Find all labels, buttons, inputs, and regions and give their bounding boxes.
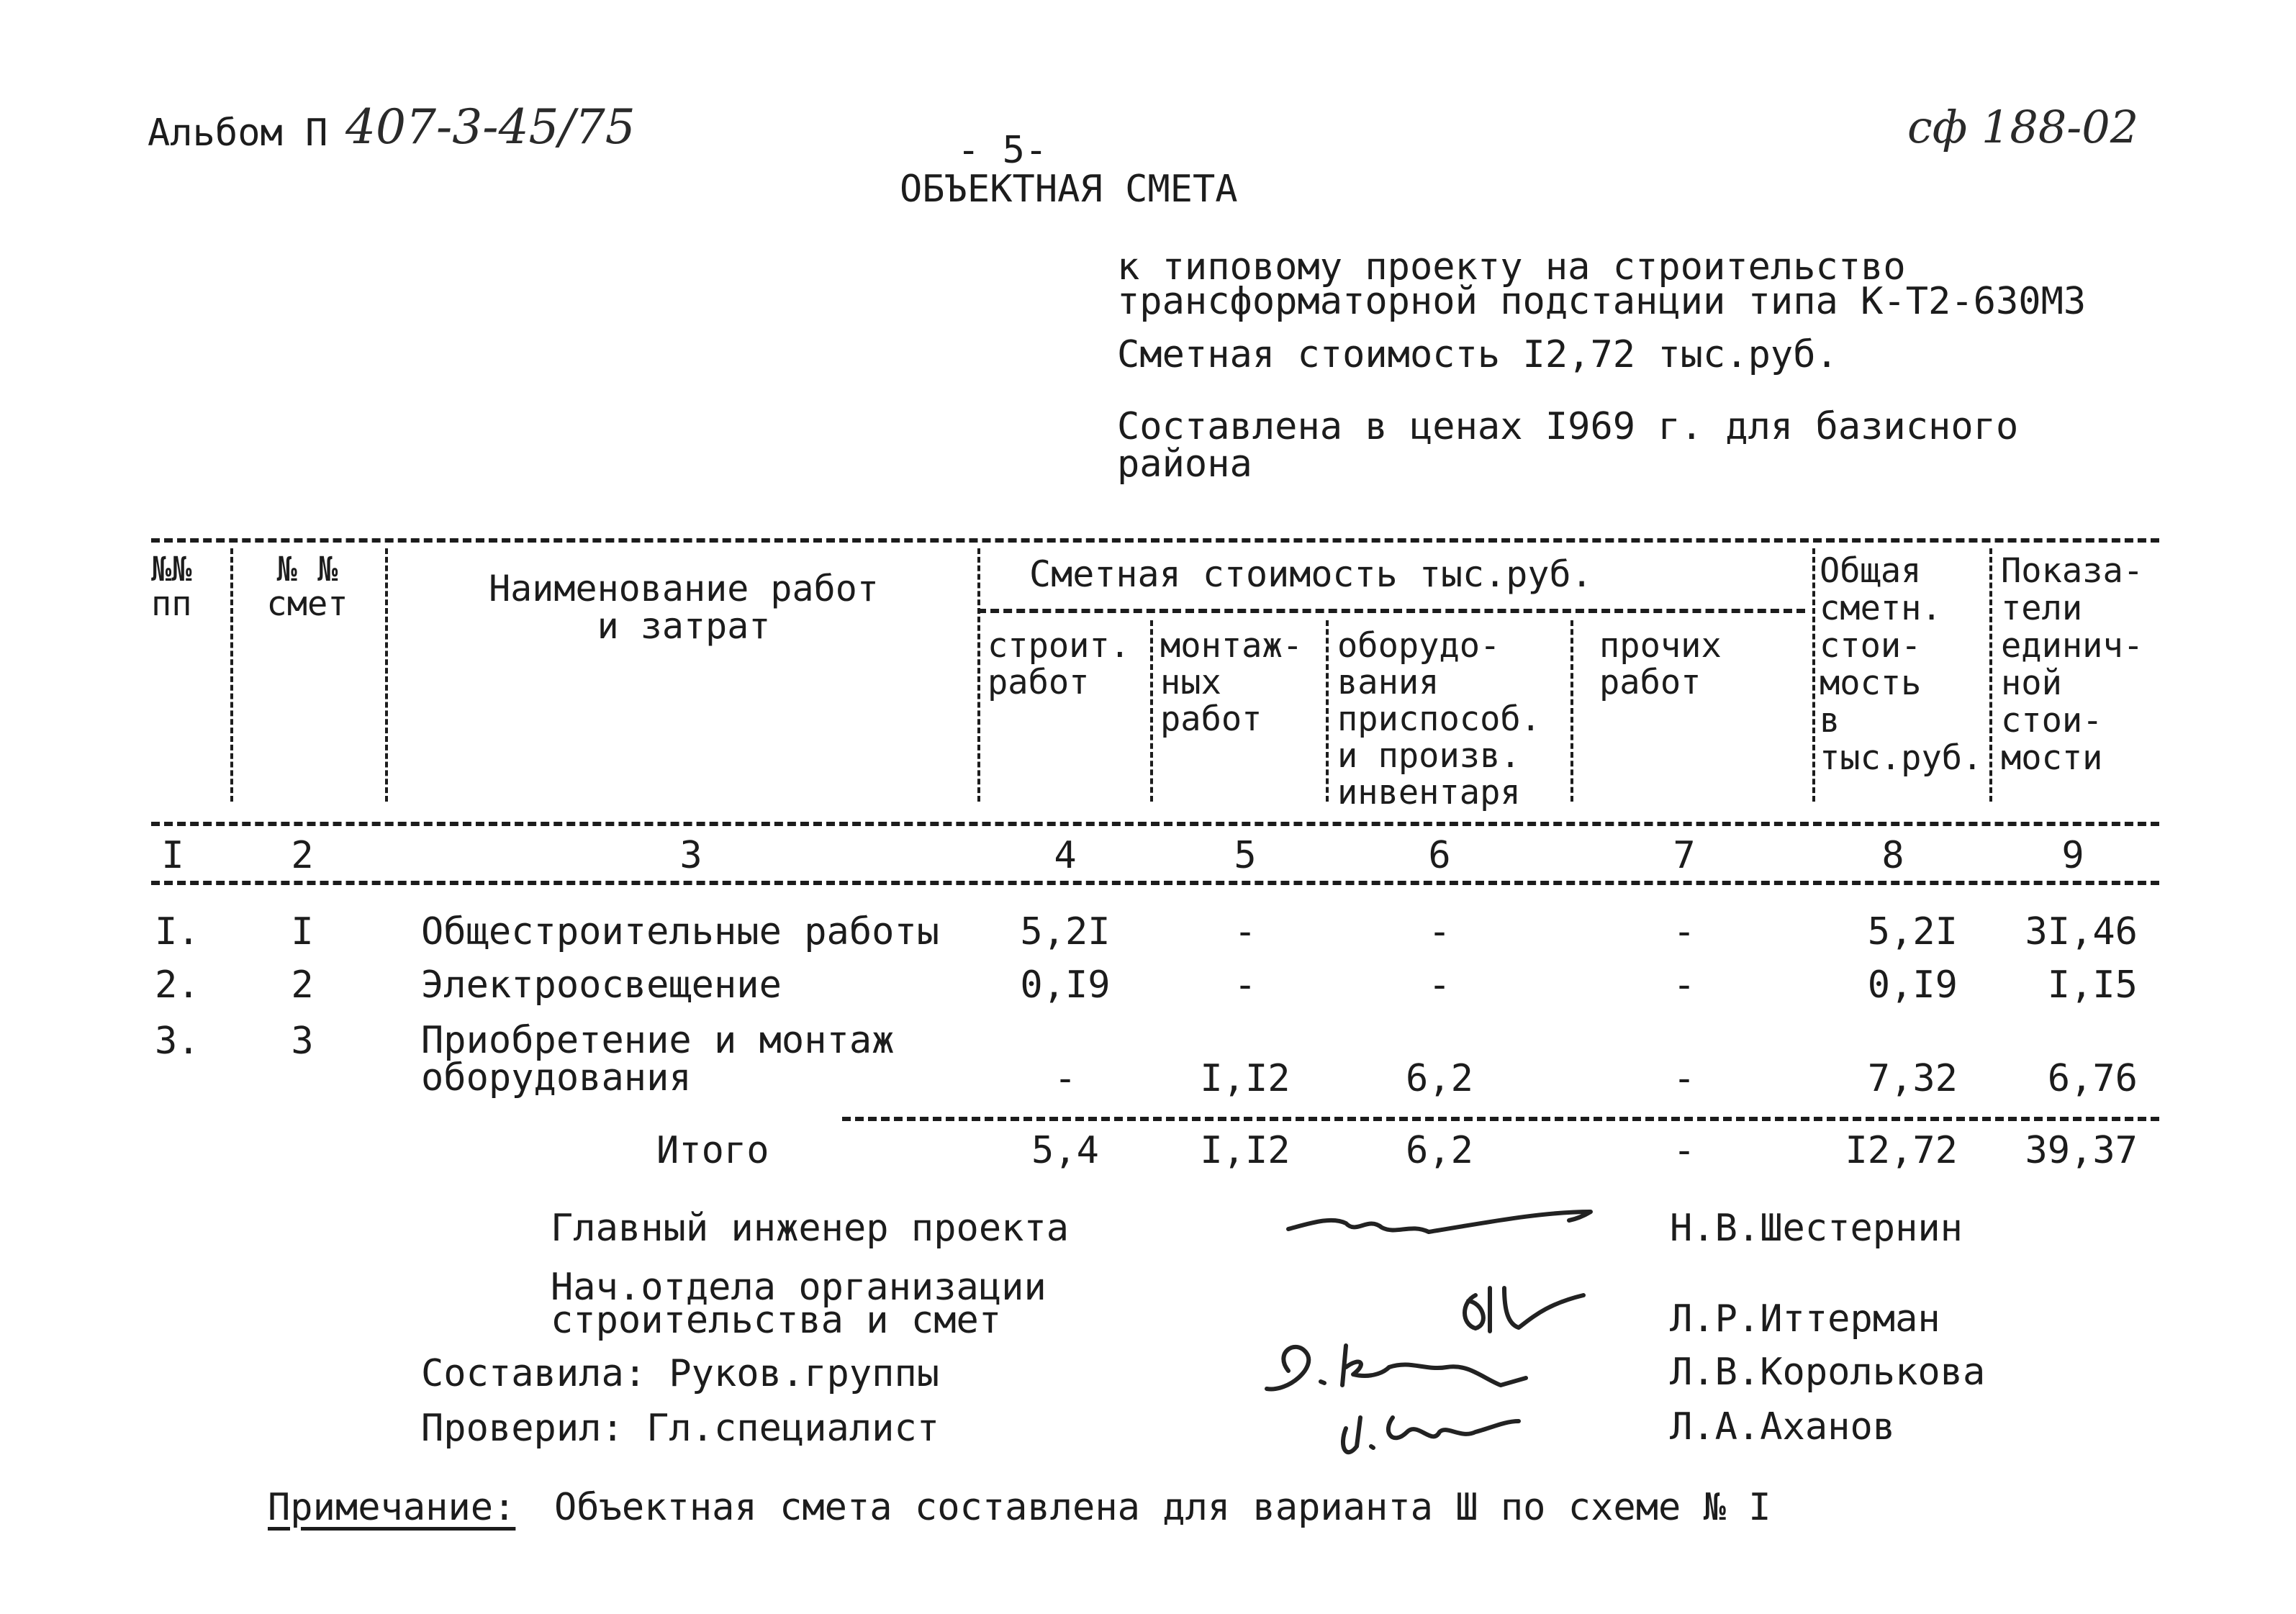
album-number-handwritten: 407-3-45/75 [345,99,636,155]
row-c9: 3I,46 [2025,910,2138,953]
intro-line-1: к типовому проекту на строительство [1117,245,1906,289]
total-c4: 5,4 [1031,1129,1099,1172]
header-smet: № № смет [266,550,348,624]
signature-compiled [1267,1346,1526,1389]
row-c7: - [1673,964,1696,1007]
album-label: Альбом П [148,112,328,155]
row-smet: I [291,910,314,953]
signature-checked [1343,1418,1519,1452]
row-name: Приобретение и монтаж оборудования [421,1019,895,1100]
row-c5: I,I2 [1200,1057,1291,1100]
row-c9: 6,76 [2047,1057,2138,1100]
header-estimated-cost: Сметная стоимость тыс.руб. [1029,553,1593,595]
column-number: 9 [2061,834,2084,877]
compiled-by-name: Л.В.Королькова [1670,1351,1986,1394]
header-col-6: оборудо- вания приспособ. и произв. инвентаря [1337,626,1541,812]
note-label: Примечание: [268,1486,516,1529]
row-number: 3. [155,1020,200,1063]
column-number: 4 [1054,834,1077,877]
checked-by-title: Проверил: Гл.специалист [421,1407,940,1450]
checked-by-name: Л.А.Аханов [1670,1405,1896,1448]
header-name: Наименование работ и затрат [489,568,879,647]
row-number: I. [155,910,200,953]
document-code-handwritten: сф 188-02 [1907,101,2139,153]
estimated-cost: Сметная стоимость I2,72 тыс.руб. [1117,333,1838,376]
header-col-4: строит. работ [987,626,1131,702]
total-c5: I,I2 [1200,1129,1291,1172]
chief-engineer-title: Главный инженер проекта [551,1207,1070,1250]
header-col-5: монтаж- ных работ [1160,626,1303,739]
department-head-name: Л.Р.Иттерман [1670,1297,1940,1341]
total-c8: I2,72 [1845,1129,1958,1172]
row-c7: - [1673,910,1696,953]
document-title: ОБЪЕКТНАЯ СМЕТА [900,168,1238,211]
chief-engineer-name: Н.В.Шестернин [1670,1207,1963,1250]
column-number: 6 [1428,834,1451,877]
row-c6: - [1428,910,1451,953]
row-c6: - [1428,964,1451,1007]
total-c7: - [1673,1129,1696,1172]
department-head-title-2: строительства и смет [551,1299,1002,1342]
prices-line-2: района [1117,443,1252,486]
header-col-9: Показа- тели единич- ной стои- мости [2001,551,2144,778]
signature-dept-head [1465,1288,1583,1331]
compiled-by-title: Составила: Руков.группы [421,1352,940,1395]
row-name: Электроосвещение [421,964,782,1007]
row-c5: - [1234,964,1257,1007]
department-head-title-1: Нач.отдела организации [551,1266,1047,1309]
row-name: Общестроительные работы [421,910,940,953]
row-smet: 3 [291,1020,314,1063]
prices-line-1: Составлена в ценах I969 г. для базисного [1117,405,2019,448]
row-c4: 0,I9 [1020,964,1111,1007]
column-number: 8 [1881,834,1904,877]
column-number: 3 [679,834,702,877]
column-number: 7 [1673,834,1696,877]
row-smet: 2 [291,964,314,1007]
note-text: Объектная смета составлена для варианта Ш по схеме № I [554,1486,1771,1529]
row-c4: - [1054,1057,1077,1100]
row-c8: 5,2I [1867,910,1958,953]
row-c8: 7,32 [1867,1057,1958,1100]
page-number: - 5- [957,129,1048,172]
row-c4: 5,2I [1020,910,1111,953]
column-number: I [161,834,184,877]
header-col-8: Общая сметн. стои- мость в тыс.руб. [1820,551,1983,778]
header-num: №№ пп [151,550,192,624]
row-c9: I,I5 [2047,964,2138,1007]
row-c5: - [1234,910,1257,953]
total-label: Итого [656,1129,769,1172]
row-number: 2. [155,964,200,1007]
row-c7: - [1673,1057,1696,1100]
column-number: 2 [291,834,314,877]
total-c6: 6,2 [1406,1129,1473,1172]
intro-line-2: трансформаторной подстанции типа К-Т2-630М3 [1117,280,2087,323]
row-c6: 6,2 [1406,1057,1473,1100]
column-number: 5 [1234,834,1257,877]
total-c9: 39,37 [2025,1129,2138,1172]
signature-chief [1288,1212,1591,1232]
header-col-7: прочих работ [1599,626,1722,702]
row-c8: 0,I9 [1867,964,1958,1007]
